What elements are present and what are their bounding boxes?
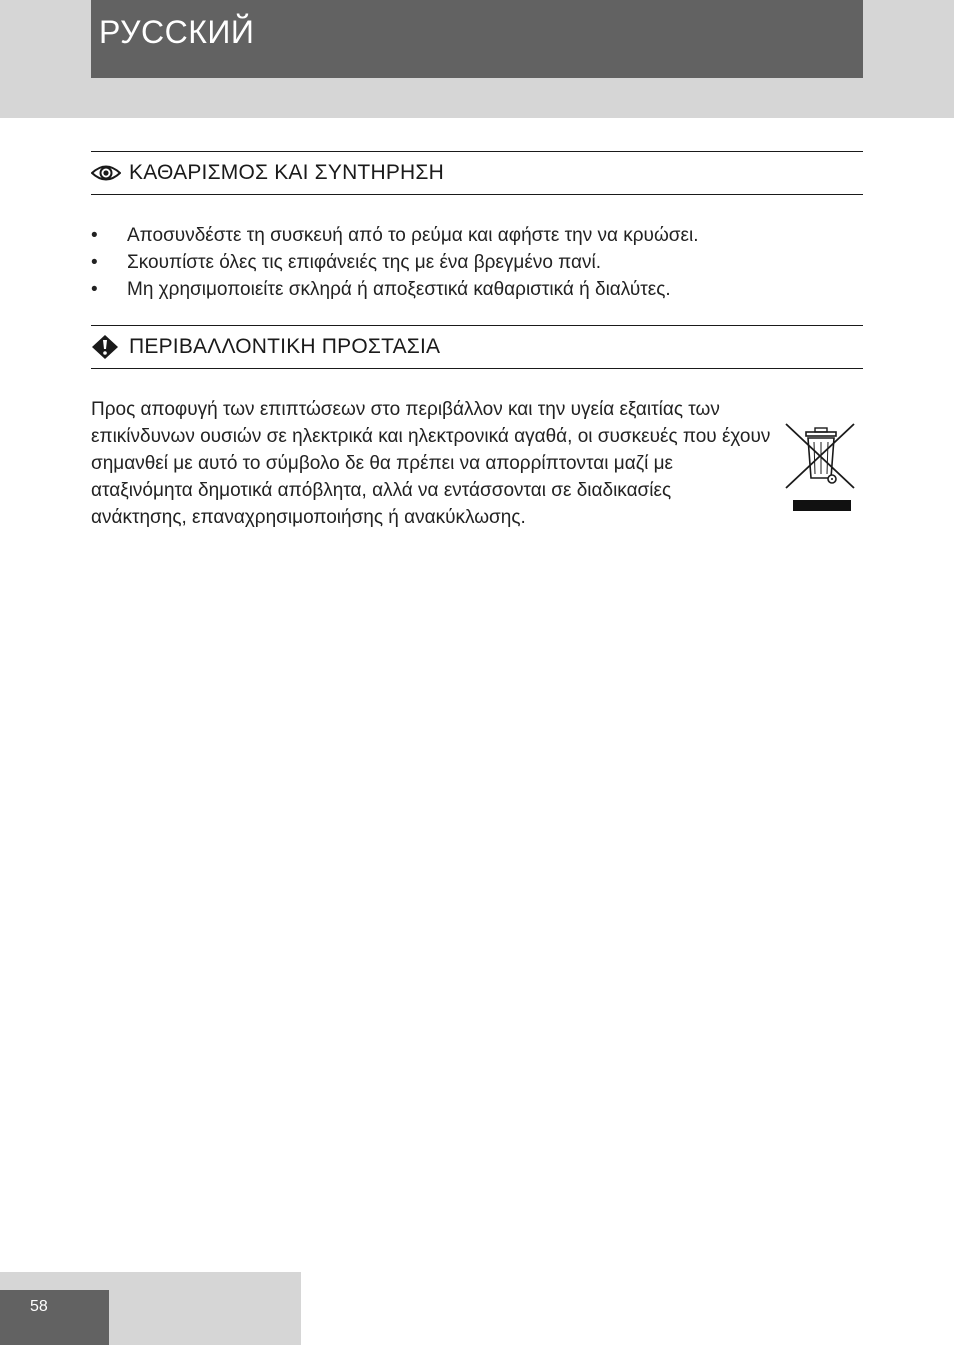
bullet-mark: • [91,279,98,300]
eye-icon [91,161,121,185]
list-item [91,249,863,276]
crossed-out-wheelie-bin-icon [784,422,858,514]
environment-paragraph: Προς αποφυγή των επιπτώσεων στο περιβάλλον και την υγεία εξαιτίας των επικίνδυνων ουσιών σε ηλεκτρικά και ηλεκτρονικά αγαθά, οι συσκευές που έχουν σημανθεί με αυτό το σύμβολο δε θα πρέπει να απορρίπτονται μαζί με αταξινόμητα δημοτικά απόβλητα, αλλά να εντάσσονται σε διαδικασίες ανάκτησης, επαναχρησιμοποιήσης ή ανακύκλωσης. [91,399,771,528]
section-title-cleaning: ΚΑΘΑΡΙΣΜΟΣ ΚΑΙ ΣΥΝΤΗΡΗΣΗ [129,161,444,184]
bullet-text: Μη χρησιμοποιείτε σκληρά ή αποξεστικά καθαριστικά ή διαλύτες. [127,279,671,300]
list-item [91,222,863,249]
section-header-environment [91,325,863,369]
recycle-diamond-icon [91,335,121,359]
list-item [91,276,863,303]
bullet-text: Σκουπίστε όλες τις επιφάνειές της με ένα βρεγμένο πανί. [127,252,601,273]
page-number: 58 [30,1298,48,1315]
bullet-mark: • [91,225,98,246]
bullet-text: Αποσυνδέστε τη συσκευή από το ρεύμα και αφήστε την να κρυώσει. [127,225,699,246]
section-header-cleaning [91,151,863,195]
language-title-bar [91,0,863,78]
cleaning-bullet-list [91,222,863,303]
page-number-box [0,1290,109,1345]
section-title-environment: ΠΕΡΙΒΑΛΛΟΝΤΙΚΗ ΠΡΟΣΤΑΣΙΑ [129,335,441,358]
language-title: РУССКИЙ [99,14,255,50]
bullet-mark: • [91,252,98,273]
